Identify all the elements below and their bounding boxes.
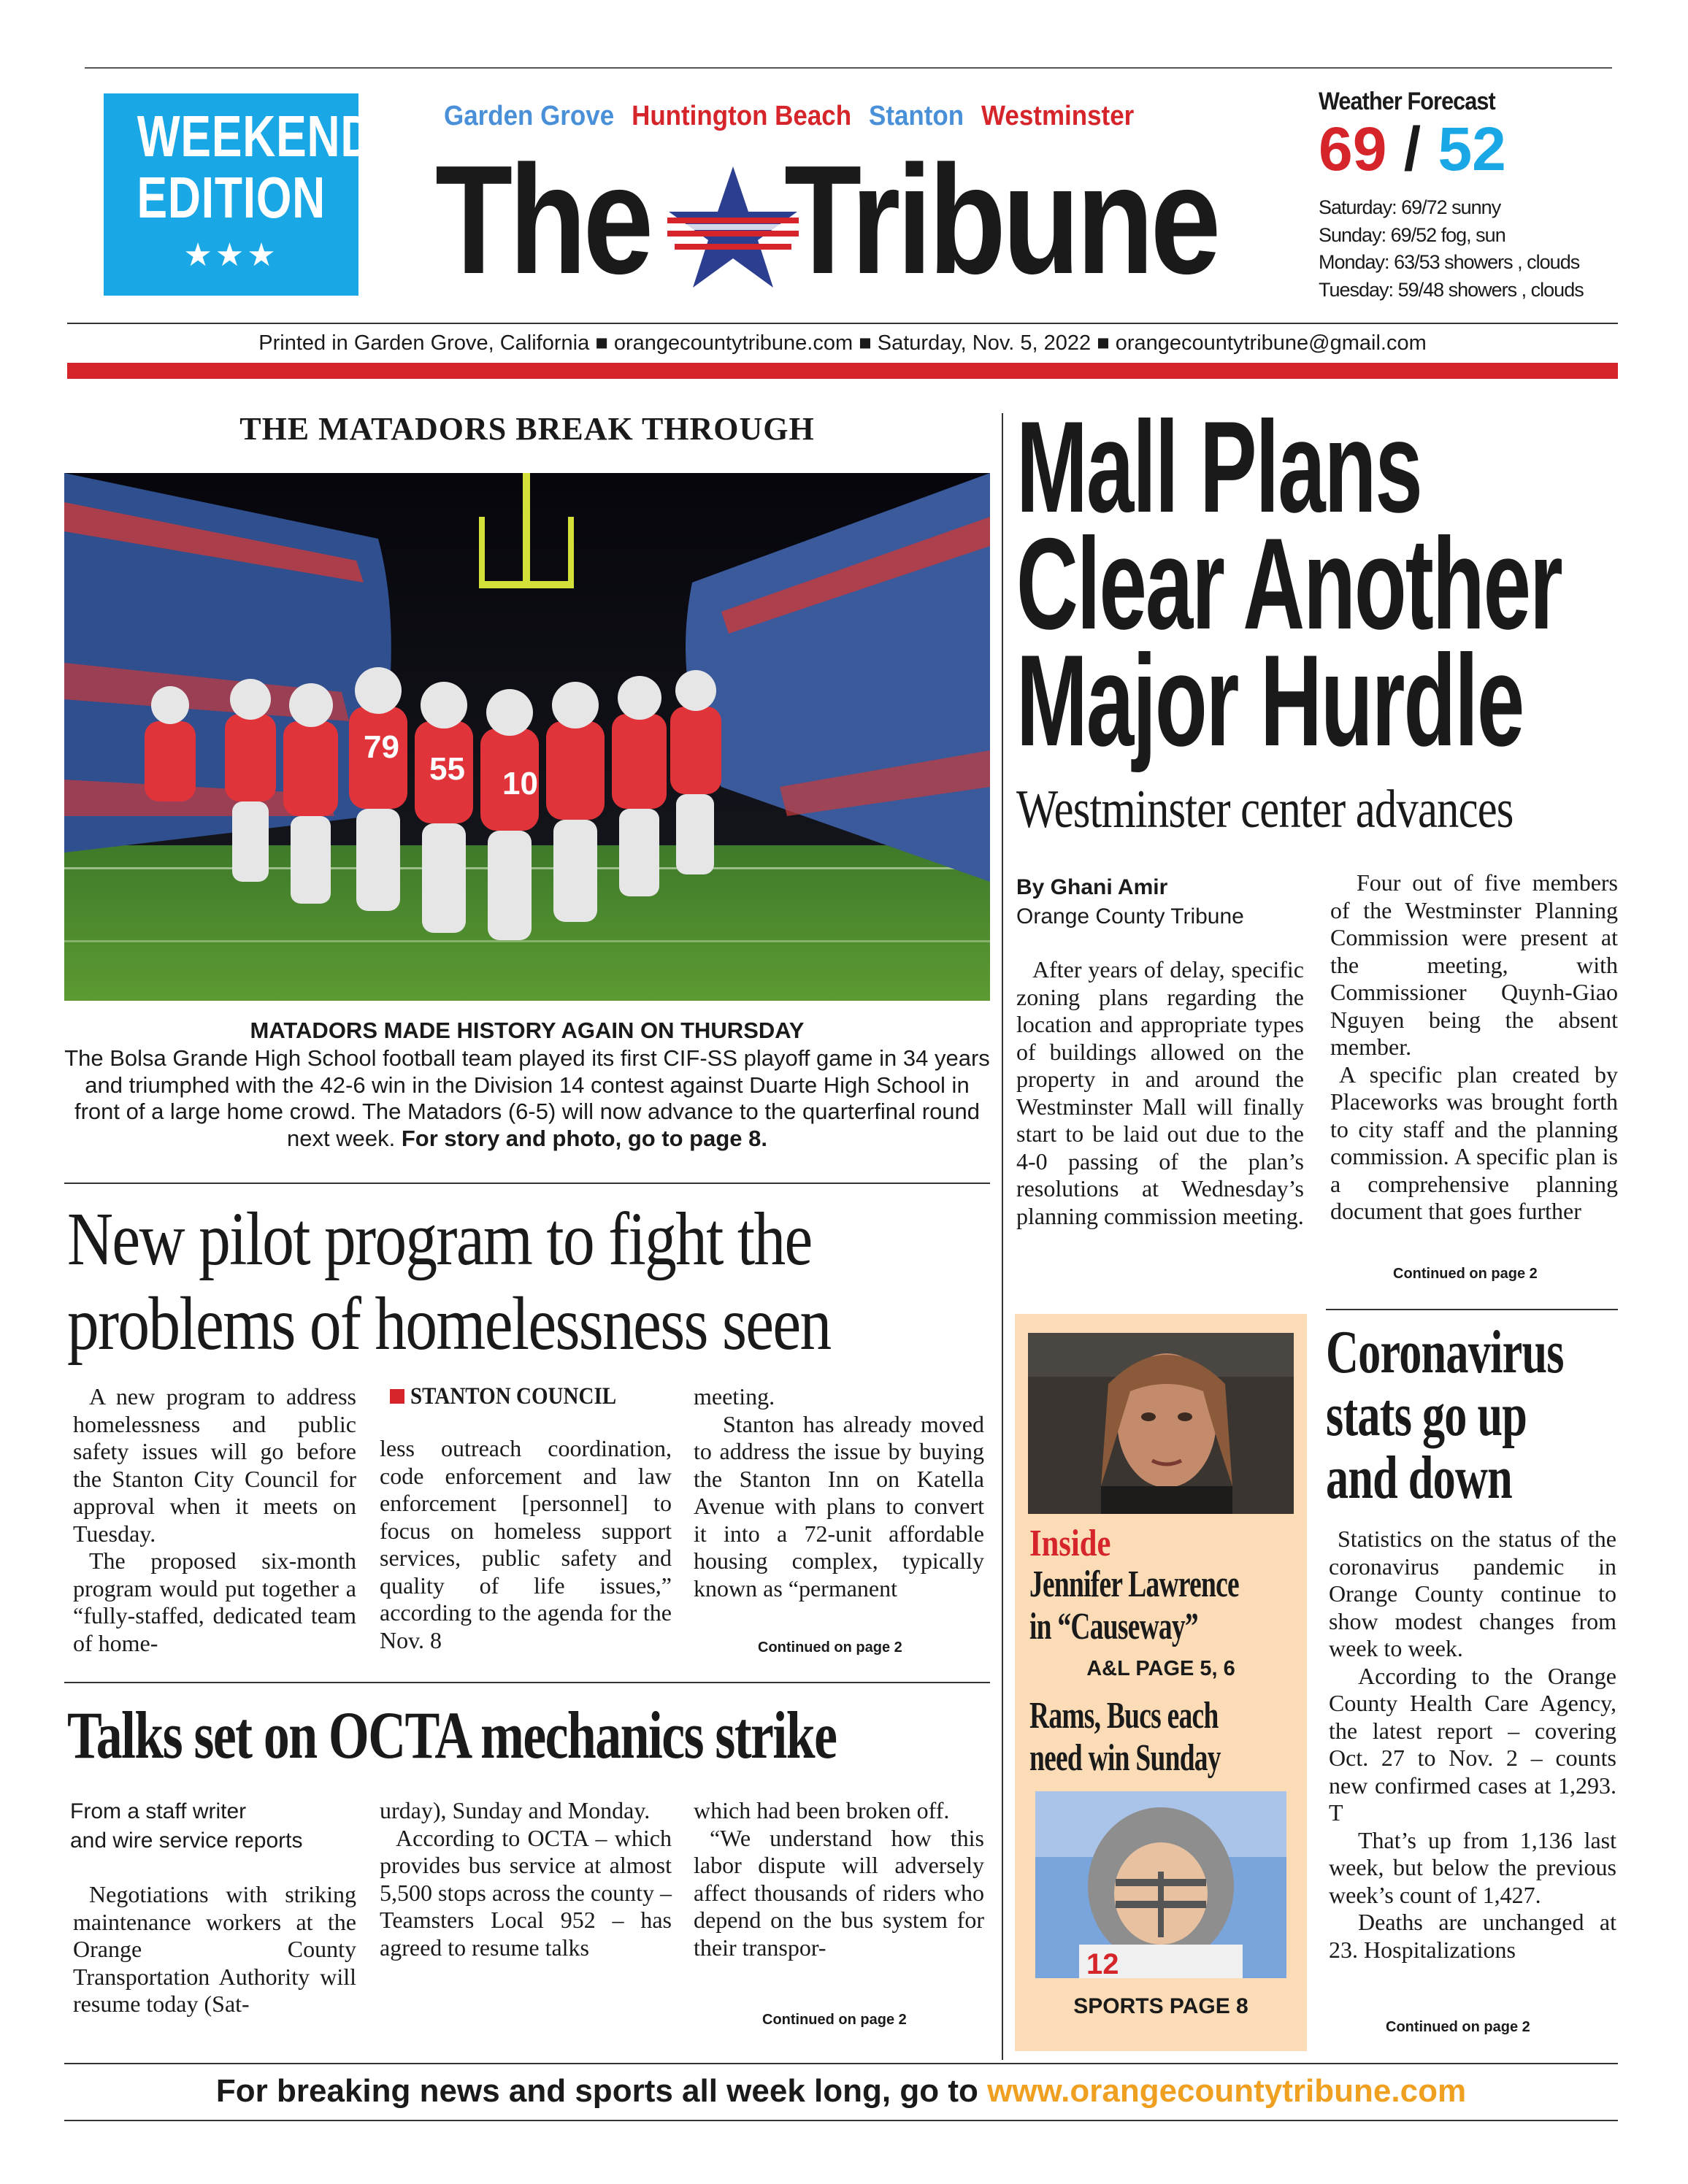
city-garden-grove: Garden Grove <box>444 101 615 131</box>
info-bar <box>67 328 1618 358</box>
octa-col1-p1: Negotiations with striking maintenance workers at the Orange County Transportation Authority will resume today (Sat- <box>73 1881 356 2017</box>
covid-p1: Statistics on the status of the coronavirus pandemic in Orange County continue to show modest changes from week to week. <box>1329 1526 1616 1661</box>
homeless-headline-line1: New pilot program to fight the <box>67 1197 812 1281</box>
mall-continued[interactable]: Continued on page 2 <box>1393 1266 1538 1282</box>
homeless-col3-p2: Stanton has already moved to address the issue by buying the Stanton Inn on Katella Avenue with plans to convert it into a 72-unit affordable housing complex, typically known as “permanent <box>694 1410 984 1602</box>
weather-day-forecast: 63/53 showers , clouds <box>1394 251 1580 273</box>
center-column-rule <box>1002 413 1003 2060</box>
infobar-item: Printed in Garden Grove, California <box>258 331 590 355</box>
covid-headline-line3: and down <box>1326 1444 1512 1512</box>
weather-day-forecast: 69/52 fog, sun <box>1390 223 1505 246</box>
photo-kicker: THE MATADORS BREAK THROUGH <box>239 411 815 447</box>
octa-continued[interactable]: Continued on page 2 <box>762 2012 907 2028</box>
promo-title-line2[interactable]: in “Causeway” <box>1029 1606 1198 1647</box>
photo-caption-text: The Bolsa Grande High School football team played its first CIF-SS playoff game in 34 years and triumphed with the 42-6 win in the Division 14 contest against Duarte High School in front of a large home crowd. The Matadors (6-5) will now advance to the quarterfinal round next week. <box>64 1045 990 1151</box>
octa-col3 <box>694 1797 984 2031</box>
homeless-col3-p1: meeting. <box>694 1383 775 1410</box>
weather-day-row <box>1319 249 1584 277</box>
weather-box <box>1319 88 1611 307</box>
infobar-item[interactable]: orangecountytribune@gmail.com <box>1115 331 1427 355</box>
promo-box <box>1015 1314 1307 2051</box>
football-team-photo <box>64 473 990 1001</box>
newspaper-title <box>435 133 1227 306</box>
covid-p2: According to the Orange County Health Care Agency, the latest report – covering Oct. 27 to Nov. 2 – counts new confirmed cases at 1,293. T <box>1329 1662 1616 1826</box>
mall-deck <box>1016 778 1615 841</box>
weather-day-label: Monday: <box>1319 251 1394 273</box>
jennifer-lawrence-art <box>1028 1333 1294 1514</box>
octa-col2 <box>380 1797 672 2031</box>
covid-col <box>1329 1526 1616 2000</box>
cities-row <box>444 101 1232 137</box>
tom-brady-art <box>1035 1791 1286 1978</box>
infobar-separator-icon: ■ <box>853 331 878 355</box>
stanton-council-label: STANTON COUNCIL <box>410 1383 617 1410</box>
weather-day-label: Tuesday: <box>1319 278 1398 301</box>
svg-text:55: 55 <box>429 751 465 787</box>
mall-col1-p1: After years of delay, specific zoning plans regarding the location and appropriate types of buildings allowed on the property in and around the Westminster Mall will finally start to be laid out due to the 4-0 passing of the plan’s resolutions at Wednesday’s planning commission meeting. <box>1016 956 1304 1229</box>
tom-brady-photo[interactable] <box>1035 1791 1286 1978</box>
weather-title: Weather Forecast <box>1319 88 1495 115</box>
title-the: The <box>435 133 651 306</box>
stanton-council-tag <box>390 1383 667 1410</box>
weekend-stars-icon: ★★★ <box>183 237 279 273</box>
octa-headline-text: Talks set on OCTA mechanics strike <box>67 1698 837 1772</box>
homeless-col1 <box>73 1383 356 1683</box>
weather-day-forecast: 59/48 showers , clouds <box>1397 278 1584 301</box>
photo-caption-head: MATADORS MADE HISTORY AGAIN ON THURSDAY <box>250 1018 805 1043</box>
jennifer-lawrence-photo[interactable] <box>1028 1333 1294 1514</box>
mall-headline-line1: Mall Plans <box>1016 394 1422 539</box>
covid-headline-line1: Coronavirus <box>1326 1318 1564 1386</box>
octa-col2-p1: urday), Sunday and Monday. <box>380 1797 651 1823</box>
svg-text:79: 79 <box>364 729 399 765</box>
covid-headline <box>1326 1318 1618 1512</box>
homeless-col3 <box>694 1383 984 1646</box>
octa-byline <box>70 1797 362 1856</box>
photo-caption-body <box>64 1045 990 1152</box>
homeless-col1-p2: The proposed six-month program would put together a “fully-staffed, dedicated team of home- <box>73 1547 356 1656</box>
mall-deck-text: Westminster center advances <box>1016 780 1514 839</box>
octa-col1 <box>73 1881 356 2027</box>
city-stanton: Stanton <box>869 101 964 131</box>
weather-day-forecast: 69/72 sunny <box>1401 196 1501 218</box>
weather-day-row <box>1319 194 1584 222</box>
homeless-col1-p1: A new program to address homelessness and public safety issues will go before the Stanton City Council for approval when it meets on Tuesday. <box>73 1383 356 1547</box>
city-westminster: Westminster <box>981 101 1135 131</box>
homeless-col2-p1: less outreach coordination, code enforcement and law enforcement [personnel] to focus on homeless support services, public safety and quality of life issues,” according to the agenda for the Nov. 8 <box>380 1435 672 1653</box>
weekend-edition-badge <box>104 93 375 296</box>
mall-headline-line3: Major Hurdle <box>1016 628 1524 773</box>
promo-title-line1[interactable]: Jennifer Lawrence <box>1029 1564 1239 1605</box>
infobar-top-rule <box>67 323 1618 324</box>
city-huntington-beach: Huntington Beach <box>632 101 852 131</box>
octa-headline <box>67 1696 993 1774</box>
mall-headline-line2: Clear Another <box>1016 511 1562 656</box>
infobar-separator-icon: ■ <box>1091 331 1116 355</box>
football-photo-art <box>64 473 990 1001</box>
weather-high: 69 <box>1319 115 1387 183</box>
weekend-line1: WEEKEND <box>137 104 375 169</box>
promo-inside-label: Inside <box>1029 1523 1111 1564</box>
divider-before-octa <box>64 1682 990 1683</box>
divider-after-photo <box>64 1183 990 1184</box>
promo-sports-line1[interactable]: Rams, Bucs each <box>1029 1695 1219 1737</box>
weather-day-label: Sunday: <box>1319 223 1391 246</box>
red-banner-rule <box>67 363 1618 379</box>
octa-byline-line2: and wire service reports <box>70 1829 303 1853</box>
divider-before-covid <box>1326 1309 1618 1310</box>
footer-banner <box>64 2069 1618 2114</box>
promo-page-ref1[interactable]: A&L PAGE 5, 6 <box>1086 1657 1235 1680</box>
octa-col3-p1: which had been broken off. <box>694 1797 950 1823</box>
infobar-separator-icon: ■ <box>589 331 614 355</box>
footer-bottom-rule <box>64 2120 1618 2121</box>
infobar-item: Saturday, Nov. 5, 2022 <box>877 331 1092 355</box>
promo-sports-line2[interactable]: need win Sunday <box>1029 1737 1221 1779</box>
photo-caption-link[interactable]: For story and photo, go to page 8. <box>401 1125 767 1151</box>
weather-day-label: Saturday: <box>1319 196 1402 218</box>
mall-col2-p1: Four out of five members of the Westminster Planning Commission were present at the meeting, with Commissioner Quynh-Giao Nguyen being the absent member. <box>1330 869 1618 1060</box>
footer-text: For breaking news and sports all week long, go to <box>215 2073 978 2109</box>
star-logo-icon <box>667 166 799 292</box>
weather-day-row <box>1319 222 1584 250</box>
mall-byline-org: Orange County Tribune <box>1016 904 1244 928</box>
title-tribune: Tribune <box>784 133 1218 306</box>
footer-link[interactable]: www.orangecountytribune.com <box>987 2073 1467 2109</box>
covid-p3: That’s up from 1,136 last week, but below the previous week’s count of 1,427. <box>1329 1826 1616 1908</box>
octa-col3-p2: “We understand how this labor dispute will adversely affect thousands of riders who depend on the bus system for their transpor- <box>694 1824 984 1961</box>
weather-day-row <box>1319 277 1584 304</box>
svg-text:10: 10 <box>502 766 538 801</box>
svg-text:12: 12 <box>1086 1948 1119 1978</box>
homeless-col2 <box>380 1435 672 1654</box>
covid-continued[interactable]: Continued on page 2 <box>1386 2019 1530 2035</box>
octa-col2-p2: According to OCTA – which provides bus service at almost 5,500 stops across the county – Teamsters Local 952 – has agreed to resume talks <box>380 1824 672 1961</box>
weather-slash: / <box>1403 115 1422 183</box>
footer-top-rule <box>64 2063 1618 2064</box>
infobar-item[interactable]: orangecountytribune.com <box>613 331 853 355</box>
mall-headline <box>1016 394 1615 773</box>
mall-col2 <box>1330 869 1618 1264</box>
mall-col2-p2: A specific plan created by Placeworks was brought forth to city staff and the planning commission. A specific plan is a comprehensive planning document that goes further <box>1330 1061 1618 1224</box>
homeless-headline <box>67 1197 993 1366</box>
tag-square-icon <box>390 1389 404 1404</box>
weather-low: 52 <box>1438 115 1506 183</box>
homeless-headline-line2: problems of homelessness seen <box>67 1282 831 1366</box>
homeless-continued[interactable]: Continued on page 2 <box>758 1639 902 1656</box>
covid-p4: Deaths are unchanged at 23. Hospitalizations <box>1329 1909 1616 1963</box>
top-rule <box>85 67 1612 69</box>
mall-byline <box>1016 873 1308 931</box>
promo-page-ref2[interactable]: SPORTS PAGE 8 <box>1073 1994 1248 2018</box>
mall-byline-name: By Ghani Amir <box>1016 875 1168 899</box>
covid-headline-line2: stats go up <box>1326 1381 1527 1449</box>
mall-col1 <box>1016 956 1304 1292</box>
octa-byline-line1: From a staff writer <box>70 1799 247 1823</box>
weekend-line2: EDITION <box>137 165 326 230</box>
